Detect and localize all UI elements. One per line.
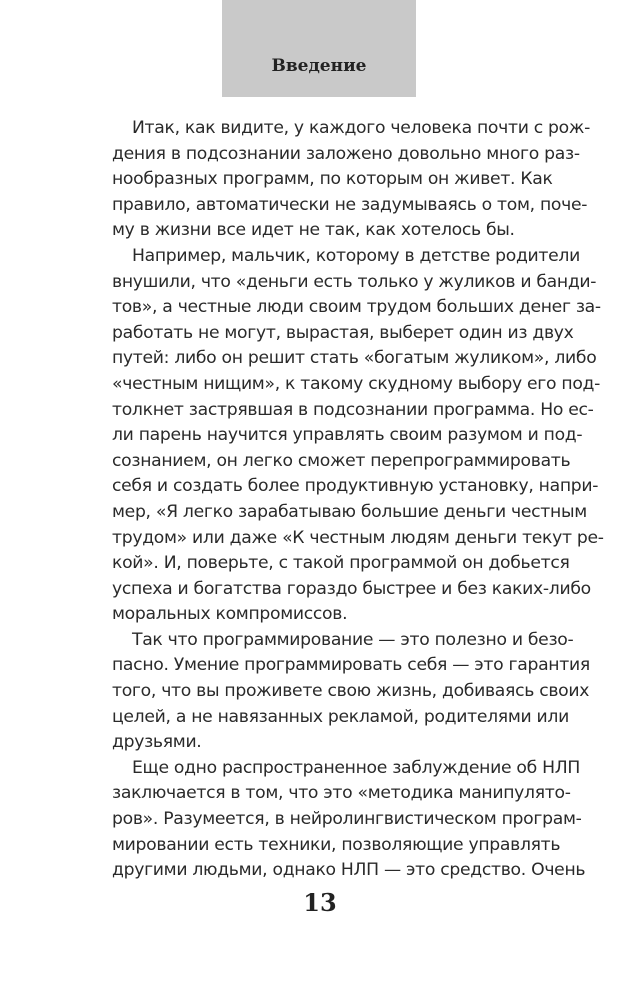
text-line: работать не могут, вырастая, выберет один из двух (112, 322, 574, 343)
body-text (112, 116, 604, 884)
text-line: мировании есть техники, позволяющие управлять (112, 834, 561, 855)
text-line: правило, автоматически не задумываясь о том, поче- (112, 194, 588, 215)
chapter-title: Введение (271, 56, 367, 76)
text-line: ров». Разумеется, в нейролингвистическом програм- (112, 809, 582, 830)
text-line: успеха и богатства гораздо быстрее и без каких-либо (112, 578, 591, 599)
text-line: путей: либо он решит стать «богатым жуликом», либо (112, 348, 597, 369)
page-number: 13 (303, 888, 337, 917)
text-line: моральных компромиссов. (112, 604, 348, 625)
text-line: заключается в том, что это «методика манипулято- (112, 783, 571, 804)
text-line: другими людьми, однако НЛП — это средство. Очень (112, 860, 586, 881)
paragraph (112, 756, 586, 884)
text-line: мер, «Я легко зарабатываю большие деньги честным (112, 501, 587, 522)
text-line: Например, мальчик, которому в детстве родители (132, 245, 580, 266)
text-line: нообразных программ, по которым он живет. Как (112, 169, 553, 190)
text-line: себя и создать более продуктивную установку, напри- (112, 476, 599, 497)
text-line: сознанием, он легко сможет перепрограммировать (112, 450, 571, 471)
text-line: Итак, как видите, у каждого человека почти с рож- (132, 118, 590, 138)
text-line: толкнет застрявшая в подсознании программа. Но ес- (112, 399, 594, 420)
paragraph (112, 628, 590, 756)
text-line: дения в подсознании заложено довольно много раз- (112, 143, 580, 164)
text-line: внушили, что «деньги есть только у жуликов и банди- (112, 271, 597, 292)
text-line: друзьями. (112, 732, 202, 753)
text-line: того, что вы проживете свою жизнь, добиваясь своих (112, 681, 590, 702)
text-line: целей, а не навязанных рекламой, родителями или (112, 706, 569, 727)
paragraph (112, 116, 590, 244)
text-line: Так что программирование — это полезно и безо- (132, 629, 574, 650)
text-line: Еще одно распространенное заблуждение об НЛП (132, 757, 580, 778)
text-line: трудом» или даже «К честным людям деньги текут ре- (112, 527, 604, 548)
text-line: ли парень научится управлять своим разумом и под- (112, 425, 583, 446)
text-line: му в жизни все идет не так, как хотелось бы. (112, 220, 515, 241)
text-line: кой». И, поверьте, с такой программой он добьется (112, 553, 570, 574)
paragraph (112, 244, 604, 628)
text-line: «честным нищим», к такому скудному выбору его под- (112, 373, 601, 394)
text-line: пасно. Умение программировать себя — это гарантия (112, 655, 590, 676)
text-line: тов», а честные люди своим трудом больших денег за- (112, 297, 601, 318)
chapter-header-box (222, 0, 416, 97)
